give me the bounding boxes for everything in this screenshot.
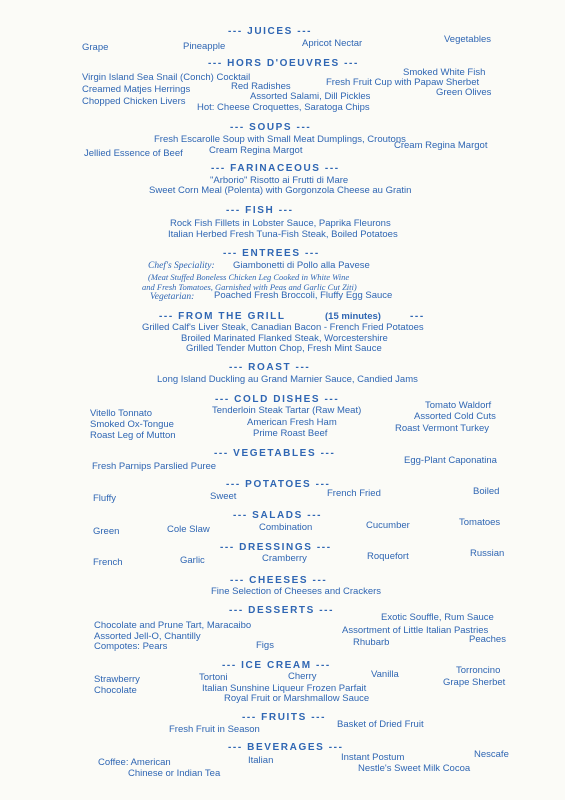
menu-item: Cherry (288, 671, 317, 682)
menu-item: Sweet (210, 491, 237, 502)
menu-item: Rhubarb (353, 637, 390, 648)
ice-cream-header: --- ICE CREAM --- (222, 660, 331, 671)
menu-item: Long Island Duckling au Grand Marnier Sauce, Candied Jams (157, 374, 418, 385)
juices-header: --- JUICES --- (228, 26, 313, 37)
menu-item: Prime Roast Beef (253, 428, 328, 439)
menu-item: Hot: Cheese Croquettes, Saratoga Chips (197, 102, 370, 113)
menu-item: Roast Vermont Turkey (395, 423, 489, 434)
menu-item: Garlic (180, 555, 205, 566)
menu-item: Red Radishes (231, 81, 291, 92)
beverages-header: --- BEVERAGES --- (228, 742, 344, 753)
menu-item: Vitello Tonnato (90, 408, 152, 419)
menu-item: Basket of Dried Fruit (337, 719, 424, 730)
menu-item: Cucumber (366, 520, 410, 531)
fish-header: --- FISH --- (226, 205, 294, 216)
grill-header-tail: --- (410, 311, 425, 322)
menu-item: Poached Fresh Broccoli, Fluffy Egg Sauce (214, 290, 393, 301)
menu-item: Cream Regina Margot (394, 140, 488, 151)
menu-item: Cole Slaw (167, 524, 210, 535)
cheeses-header: --- CHEESES --- (230, 575, 328, 586)
vegetarian-label: Vegetarian: (150, 292, 195, 302)
fruits-header: --- FRUITS --- (242, 712, 327, 723)
menu-item: Smoked Ox-Tongue (90, 419, 174, 430)
menu-item: Tenderloin Steak Tartar (Raw Meat) (212, 405, 362, 416)
menu-item: Rock Fish Fillets in Lobster Sauce, Paprika Fleurons (170, 218, 391, 229)
menu-item: Chinese or Indian Tea (128, 768, 221, 779)
menu-item: Instant Postum (341, 752, 405, 763)
grill-note: (15 minutes) (325, 311, 381, 322)
menu-item: Italian (248, 755, 274, 766)
menu-item: Strawberry (94, 674, 140, 685)
menu-item: Assorted Jell-O, Chantilly (94, 631, 201, 642)
menu-item: "Arborio" Risotto ai Frutti di Mare (210, 175, 349, 186)
menu-item: Broiled Marinated Flanked Steak, Worcestershire (181, 333, 388, 344)
hors-header: --- HORS D'OEUVRES --- (208, 58, 359, 69)
menu-item: Peaches (469, 634, 506, 645)
menu-item: Figs (256, 640, 274, 651)
menu-item: Fresh Parnips Parslied Puree (92, 461, 217, 472)
soups-header: --- SOUPS --- (230, 122, 312, 133)
roast-header: --- ROAST --- (229, 362, 311, 373)
menu-item: Green Olives (436, 87, 492, 98)
menu-item: Italian Sunshine Liqueur Frozen Parfait (202, 683, 367, 694)
grill-header: --- FROM THE GRILL (159, 311, 286, 322)
menu-item: Grape Sherbet (443, 677, 506, 688)
menu-item: Fresh Fruit Cup with Papaw Sherbet (326, 77, 480, 88)
menu-item: French (93, 557, 123, 568)
menu-item: Grape (82, 42, 109, 53)
cold-dishes-header: --- COLD DISHES --- (215, 394, 340, 405)
vegetables-header: --- VEGETABLES --- (214, 448, 336, 459)
menu-item: Fluffy (93, 493, 117, 504)
menu-item: Tomatoes (459, 517, 501, 528)
menu-item: Roast Leg of Mutton (90, 430, 176, 441)
menu-item: Assorted Salami, Dill Pickles (250, 91, 371, 102)
menu-item: Fresh Escarolle Soup with Small Meat Dumplings, Croutons (154, 134, 406, 145)
menu-item: Tomato Waldorf (425, 400, 492, 411)
menu-item: French Fried (327, 488, 381, 499)
menu-item: Apricot Nectar (302, 38, 363, 49)
menu-item: Vegetables (444, 34, 492, 45)
menu-item: American Fresh Ham (247, 417, 337, 428)
menu-item: Creamed Matjes Herrings (82, 84, 191, 95)
menu-item: Assorted Cold Cuts (414, 411, 496, 422)
menu-item: Cream Regina Margot (209, 145, 303, 156)
menu-item: Vanilla (371, 669, 399, 680)
menu-item: Tortoni (199, 672, 228, 683)
menu-item: Compotes: Pears (94, 641, 168, 652)
menu-item: Fine Selection of Cheeses and Crackers (211, 586, 382, 597)
menu-item: Pineapple (183, 41, 226, 52)
menu-item: Chocolate (94, 685, 137, 696)
menu-item: Giambonetti di Pollo alla Pavese (233, 260, 370, 271)
menu-item: Egg-Plant Caponatina (404, 455, 497, 466)
menu-item: Fresh Fruit in Season (169, 724, 260, 735)
menu-item: Nescafe (474, 749, 509, 760)
menu-item-description: (Meat Stuffed Boneless Chicken Leg Cooked in White Wine (148, 272, 350, 282)
menu-item: Smoked White Fish (403, 67, 486, 78)
menu-item: Chocolate and Prune Tart, Maracaibo (94, 620, 252, 631)
farinaceous-header: --- FARINACEOUS --- (211, 163, 340, 174)
menu-item-description: and Fresh Tomatoes, Garnished with Peas and Garlic Cut Ziti) (142, 282, 357, 292)
menu-item: Boiled (473, 486, 500, 497)
potatoes-header: --- POTATOES --- (226, 479, 331, 490)
menu-item: Coffee: American (98, 757, 171, 768)
menu-item: Virgin Island Sea Snail (Conch) Cocktail (82, 72, 251, 83)
speciality-label: Chef's Speciality: (148, 261, 215, 271)
menu-item: Jellied Essence of Beef (84, 148, 183, 159)
menu-item: Grilled Calf's Liver Steak, Canadian Bacon - French Fried Potatoes (142, 322, 424, 333)
menu-item: Nestle's Sweet Milk Cocoa (358, 763, 471, 774)
menu-item: Italian Herbed Fresh Tuna-Fish Steak, Boiled Potatoes (168, 229, 398, 240)
menu-item: Exotic Souffle, Rum Sauce (381, 612, 494, 623)
menu-item: Sweet Corn Meal (Polenta) with Gorgonzola Cheese au Gratin (149, 185, 412, 196)
menu-item: Cramberry (262, 553, 307, 564)
menu-item: Roquefort (367, 551, 409, 562)
menu-item: Royal Fruit or Marshmallow Sauce (224, 693, 370, 704)
desserts-header: --- DESSERTS --- (229, 605, 335, 616)
salads-header: --- SALADS --- (233, 510, 323, 521)
menu-item: Torroncino (456, 665, 501, 676)
dressings-header: --- DRESSINGS --- (220, 542, 332, 553)
menu-item: Russian (470, 548, 505, 559)
menu-item: Grilled Tender Mutton Chop, Fresh Mint Sauce (186, 343, 382, 354)
menu-item: Assortment of Little Italian Pastries (342, 625, 489, 636)
entrees-header: --- ENTREES --- (223, 248, 320, 259)
menu-item: Green (93, 526, 120, 537)
menu-item: Combination (259, 522, 313, 533)
menu-item: Chopped Chicken Livers (82, 96, 186, 107)
